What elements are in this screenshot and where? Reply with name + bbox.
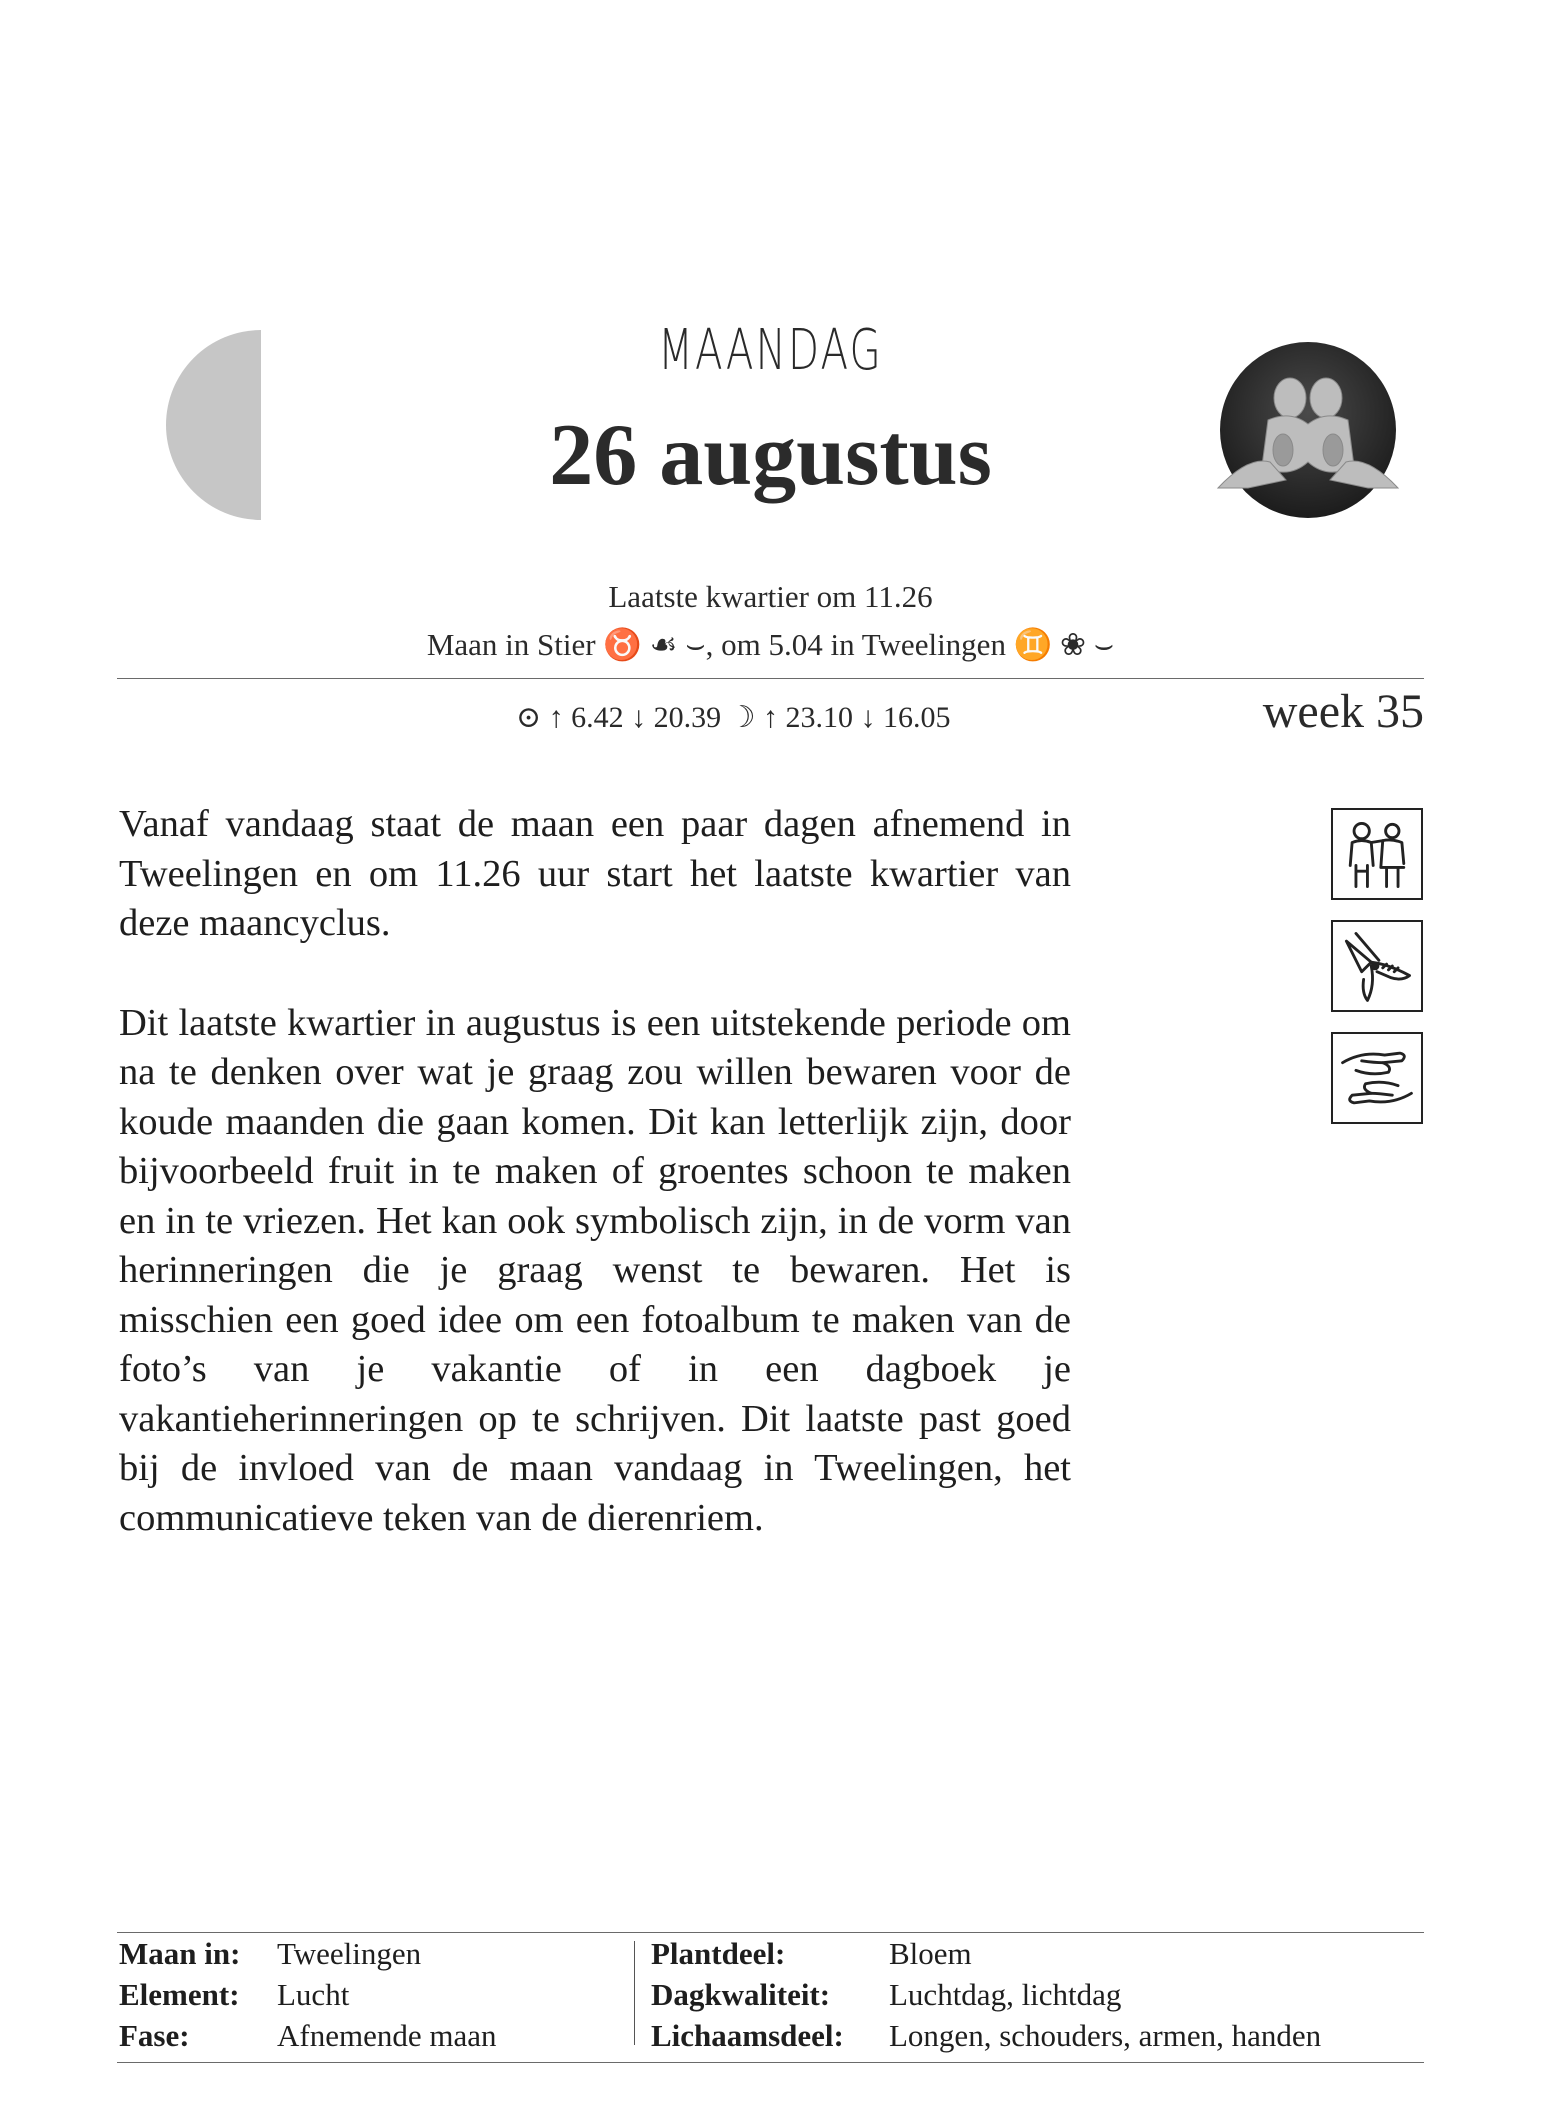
day-name: MAANDAG bbox=[658, 318, 883, 383]
moonset-time: 16.05 bbox=[883, 701, 951, 734]
gemini-zodiac-icon bbox=[1208, 338, 1408, 538]
info-label: Lichaamsdeel: bbox=[651, 2018, 844, 2053]
info-left-column bbox=[119, 1933, 496, 2056]
moon-phase-line: Laatste kwartier om 11.26 bbox=[608, 579, 933, 614]
moon-position-line: Maan in Stier ♉ ☙ ⌣, om 5.04 in Tweelingen ♊ ❀ ⌣ bbox=[426, 627, 1115, 662]
info-column-divider bbox=[634, 1941, 635, 2045]
sun-moon-times bbox=[516, 700, 951, 735]
info-label: Element: bbox=[119, 1977, 240, 2012]
body-text bbox=[119, 800, 1071, 1593]
info-bottom-divider bbox=[117, 2062, 1424, 2063]
pruning-shears-icon bbox=[1331, 920, 1423, 1012]
top-divider bbox=[117, 678, 1424, 679]
week-number: week 35 bbox=[1262, 685, 1424, 738]
info-label: Fase: bbox=[119, 2018, 190, 2053]
info-value: Lucht bbox=[277, 1977, 350, 2012]
people-icon bbox=[1331, 808, 1423, 900]
info-row bbox=[119, 1933, 496, 1974]
moonrise-time: 23.10 bbox=[785, 701, 854, 734]
info-label: Plantdeel: bbox=[651, 1936, 786, 1971]
paragraph: Vanaf vandaag staat de maan een paar dagen afnemend in Tweelingen en om 11.26 uur start het laatste kwartier van deze maancyclus. bbox=[119, 803, 1071, 944]
info-row bbox=[119, 2015, 496, 2056]
sunset-label: ↓ bbox=[631, 701, 647, 734]
sunrise-label: ⊙ ↑ bbox=[516, 701, 564, 734]
paragraph: Dit laatste kwartier in augustus is een uitstekende periode om na te denken over wat je graag zou willen bewaren voor de koude maanden die gaan komen. Dit kan letterlijk zijn, door bijvoorbeeld fruit in te maken of groentes schoon te maken en in te vriezen. Het kan ook symbolisch zijn, in de vorm van herinneringen die je graag wenst te bewaren. Het is misschien een goed idee om een fotoalbum te maken van de foto’s van je vakantie of in een dagboek je vakantieherinneringen op te schrijven. Dit laatste past goed bij de invloed van de maan vandaag in Tweelingen, het communicatieve teken van de dierenriem. bbox=[119, 1001, 1071, 1539]
moon-info bbox=[0, 573, 1541, 669]
info-value: Longen, schouders, armen, handen bbox=[889, 2018, 1322, 2053]
info-right-column bbox=[651, 1933, 1321, 2056]
sunset-time: 20.39 bbox=[653, 701, 722, 734]
info-row bbox=[651, 1974, 1321, 2015]
moonset-label: ↓ bbox=[860, 701, 876, 734]
info-label: Dagkwaliteit: bbox=[651, 1977, 831, 2012]
info-value: Bloem bbox=[889, 1936, 972, 1971]
sunrise-time: 6.42 bbox=[571, 701, 624, 734]
info-value: Tweelingen bbox=[277, 1936, 422, 1971]
hands-icon bbox=[1331, 1032, 1423, 1124]
info-value: Luchtdag, lichtdag bbox=[889, 1977, 1122, 2012]
moonrise-label: ☽ ↑ bbox=[728, 701, 779, 734]
info-row bbox=[651, 1933, 1321, 1974]
date-title: 26 augustus bbox=[549, 407, 992, 504]
info-label: Maan in: bbox=[119, 1936, 241, 1971]
info-row bbox=[651, 2015, 1321, 2056]
info-row bbox=[119, 1974, 496, 2015]
info-value: Afnemende maan bbox=[277, 2018, 497, 2053]
